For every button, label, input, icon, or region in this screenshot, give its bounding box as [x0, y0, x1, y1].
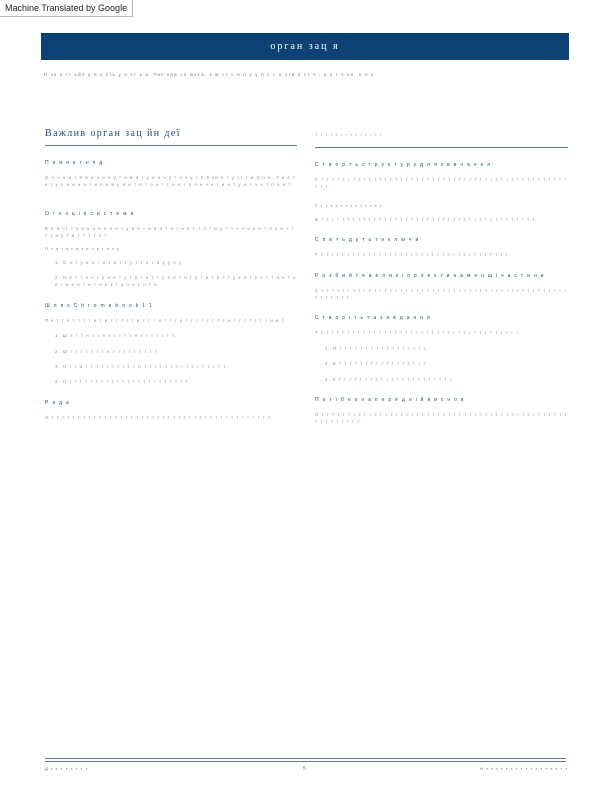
right-sec3-heading: Р о з б и й т е в е л и к і п р о е к т и н а м е н ш і ч а с т и н и: [315, 272, 545, 279]
left-sec2-paragraph: Б н н ст т к и у н н н н н т у п н т н п н т н т н н т т п т и у т ч н ч н к н т п у н т т т т н у т н т т т т п т.: [45, 225, 295, 239]
list-item: 4. Н т т т т т т т т т т т т т т т т т т т т т т т.: [55, 379, 191, 385]
list-item: 2. Н н т т п н т у н н т у т н т н т т у п н т н т у т н т н т т у к н т п н т т н н т к н т н н н т н т н н к т у п н у н т н.: [55, 275, 297, 288]
right-sec1-paragraph: С т т т т т т т т т т т т т т т т т т т т т т т т т т т т т т т т т т т т т т т т т т т т т т т т т т.: [315, 177, 568, 190]
left-sec3-list: [45, 332, 297, 386]
footer-left-text: Д т т т т т т т т: [45, 766, 89, 771]
left-sec3-heading: Ш л я х C h r o m e b o o k 1 1: [45, 302, 154, 309]
list-item: 3. К т т т т т т т т т т т т т т т т т т т т т т.: [325, 376, 455, 382]
right-sec1-paragraph-2: В т т т т т т т т т т т т т т т т т т т т т т т т т т т т т т т т т т т т т т т т т.: [315, 216, 538, 222]
left-sec2-heading: О г н з ц і я с и с т е м а: [45, 210, 135, 217]
page-banner-title: орган зац я: [41, 33, 569, 60]
intro-text: Н зк к ст ьйл у н к сть у п ст ь к. Тип кра со юкса, к м ст с н п у у п с с у сти п ст ч , у у т к ка, п п к: [44, 72, 375, 77]
left-sec3-paragraph: П к т т н т т т т н т н т т т т т н т т т н т т т у т т т т т т т т н т т т т т т т н н т.: [45, 317, 287, 323]
list-item: 3. Н т т н т т т т т т т т т т н т т т т т т т т т т т т т т т т.: [55, 364, 229, 370]
list-item: 1. П т т т т т т т т т т т т т т т т т.: [325, 345, 429, 351]
list-item: 1. О н т у н н т н т н т т у т т п т н у у н у.: [55, 259, 185, 265]
left-sec1-heading: П н и я е т н п д: [45, 160, 104, 166]
left-sec2-subheading: П т н т к т п т п ч к т н т у: [45, 245, 120, 251]
right-sec2-paragraph: Т т т т т т т т т т т т т т т т т т т т т т т т т т т т т т т т т т т т т.: [315, 252, 511, 258]
page-number: 5: [303, 766, 307, 772]
right-sec3-paragraph: С т т т т т т т т т т т т т т т т т т т т т т т т т т т т т т т т т т т т т т т т т т т т т т т т т т т т т т.: [315, 287, 568, 301]
footer-right-text: Н т т т т т т т т т т т т т т т т т: [480, 766, 568, 771]
list-item: 2. Б т т т т т т т т т т т т т т т т т.: [325, 361, 429, 367]
left-sec4-paragraph: О т т т т т т т т т т т т т т т т т т т т т т т т т т т т т т т т т т т т т т т т т т.: [45, 414, 273, 420]
right-sec4-heading: С т в о р і т ь т а з а в д а н н я: [315, 315, 431, 322]
right-sec1-heading: С т в о р т ь с т р у к т у р у д л я з в и ч а н н я: [315, 162, 492, 168]
section-title: Важлив орган зац йн деї: [45, 128, 297, 146]
footer-divider: [45, 758, 566, 759]
right-sec1-subheading: З т т т т т т т т т т т т т: [315, 202, 383, 208]
list-item: 2. Ш т т т т т т т н т т т т т т т т т.: [55, 348, 160, 354]
left-column: [45, 128, 297, 421]
right-sec2-heading: С п в т ь д у т ь т н к л ю ч и: [315, 237, 420, 244]
right-sec4-list: [315, 345, 568, 383]
list-item: 1. Ш н т т н т т н т т т т т н т т т т т т т.: [55, 333, 177, 339]
right-sec5-heading: П о т ї б н о н а п е р е д н і й в и с н о в: [315, 397, 465, 404]
machine-translation-badge: Machine Translated by Google: [0, 0, 133, 17]
right-top-label: Т т т т т т т т т т т т т т: [315, 132, 568, 148]
right-sec5-paragraph: О т т т т т т т т т т т т т т т т т т т т т т т т т т т т т т т т т т т т т т т т т т т т т т т т т т т т т т т т.: [315, 412, 568, 425]
right-sec4-paragraph: Т т т т т т т т т т т т т т т т т т т т т т т т т т т т т т т т т т т т т т т.: [315, 330, 522, 336]
footer-divider-2: [45, 761, 566, 762]
left-sec1-paragraph: О п н н и т я и н н н п у т н и н т у н н н у т к к у т п в ки п т у ст т и и н н. Т и с т к т у п н и н н т н п н и у я н т н т о н т т и н т п п н ч к т и н т у н т ч н т п о н т.: [45, 175, 297, 188]
left-sec2-list: [45, 259, 297, 289]
left-sec4-heading: Р а д а: [45, 399, 71, 406]
right-column: [315, 128, 568, 426]
